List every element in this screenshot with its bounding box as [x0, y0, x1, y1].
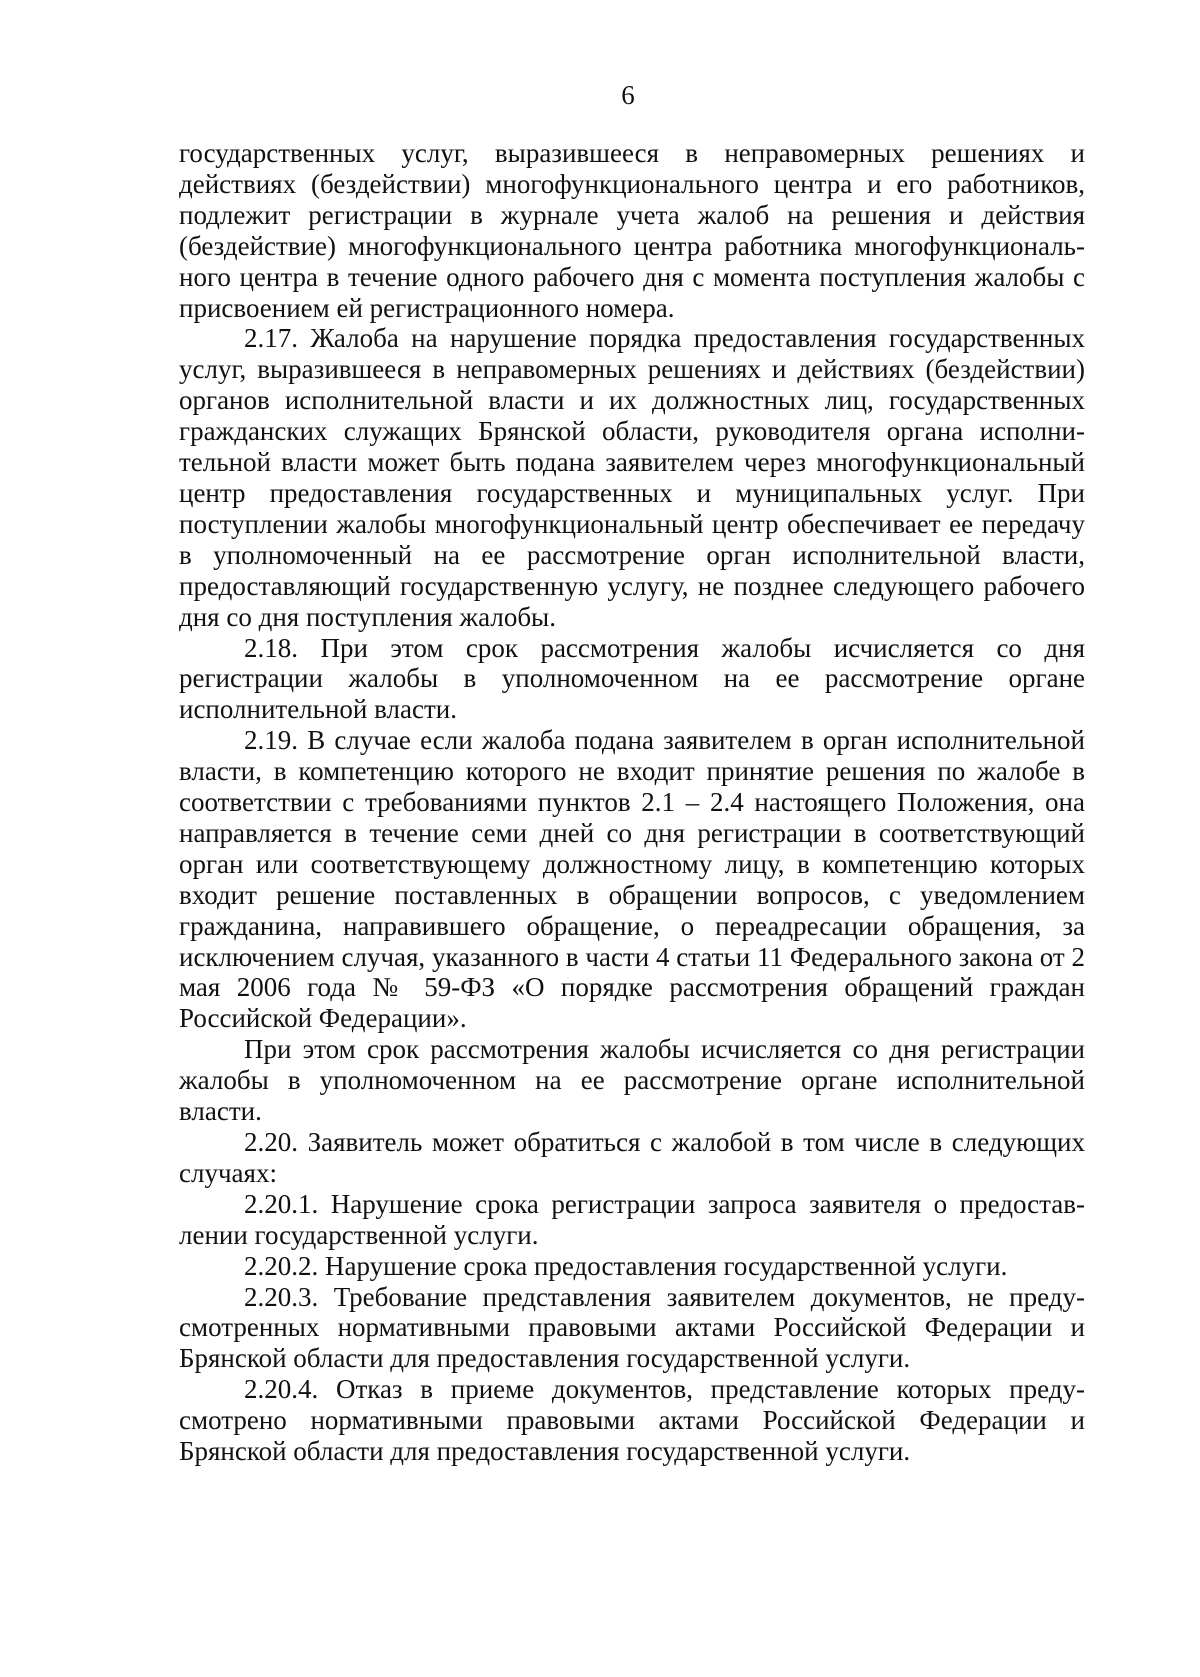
paragraph-2-20-3: 2.20.3. Требование представления заявителем документов, не предусмотренных нормативными правовыми актами Российской Федерации и Брянской области для предоставления государственной услуги.	[179, 1281, 1085, 1374]
paragraph-2-20: 2.20. Заявитель может обратиться с жалобой в том числе в следующих случаях:	[179, 1127, 1085, 1188]
paragraph-continuation: государственных услуг, выразившееся в неправомерных решениях и действиях (бездействии) многофункционального центра и его работников, подлежит регистрации в журнале учета жалоб на решения и действия (бездействие) многофункционального центра работника многофункционального центра в течение одного рабочего дня с момента поступления жалобы с присвоением ей регистрационного номера.	[179, 138, 1085, 323]
page-number: 6	[621, 80, 635, 110]
document-body	[179, 138, 1085, 1467]
paragraph-2-20-4: 2.20.4. Отказ в приеме документов, представление которых предусмотрено нормативными правовыми актами Российской Федерации и Брянской области для предоставления государственной услуги.	[179, 1374, 1085, 1467]
paragraph-2-20-2: 2.20.2. Нарушение срока предоставления государственной услуги.	[244, 1250, 1008, 1281]
paragraph-2-19-term: При этом срок рассмотрения жалобы исчисляется со дня регистрации жалобы в уполномоченном на ее рассмотрение органе исполнительной власти.	[179, 1034, 1085, 1127]
paragraph-2-18: 2.18. При этом срок рассмотрения жалобы исчисляется со дня регистрации жалобы в уполномоченном на ее рассмотрение органе исполнительной власти.	[179, 632, 1085, 725]
paragraph-2-20-1: 2.20.1. Нарушение срока регистрации запроса заявителя о предоставлении государственной услуги.	[179, 1188, 1085, 1250]
paragraph-2-19: 2.19. В случае если жалоба подана заявителем в орган исполнительной власти, в компетенцию которого не входит принятие решения по жалобе в соответствии с требованиями пунктов 2.1 – 2.4 настоящего Положения, она направляется в течение семи дней со дня регистрации в соответствующий орган или соответствующему должностному лицу, в компетенцию которых входит решение поставленных в обращении вопросов, с уведомлением гражданина, направившего обращение, о переадресации обращения, за исключением случая, указанного в части 4 статьи 11 Федерального закона от 2 мая 2006 года № 59-ФЗ «О порядке рассмотрения обращений граждан Российской Федерации».	[179, 725, 1085, 1034]
paragraph-2-17: 2.17. Жалоба на нарушение порядка предоставления государственных услуг, выразившееся в неправомерных решениях и действиях (бездействии) органов исполнительной власти и их должностных лиц, государственных гражданских служащих Брянской области, руководителя органа исполнительной власти может быть подана заявителем через многофункциональный центр предоставления государственных и муниципальных услуг. При поступлении жалобы многофункциональный центр обеспечивает ее передачу в уполномоченный на ее рассмотрение орган исполнительной власти, предоставляющий государственную услугу, не позднее следующего рабочего дня со дня поступления жалобы.	[179, 323, 1085, 632]
